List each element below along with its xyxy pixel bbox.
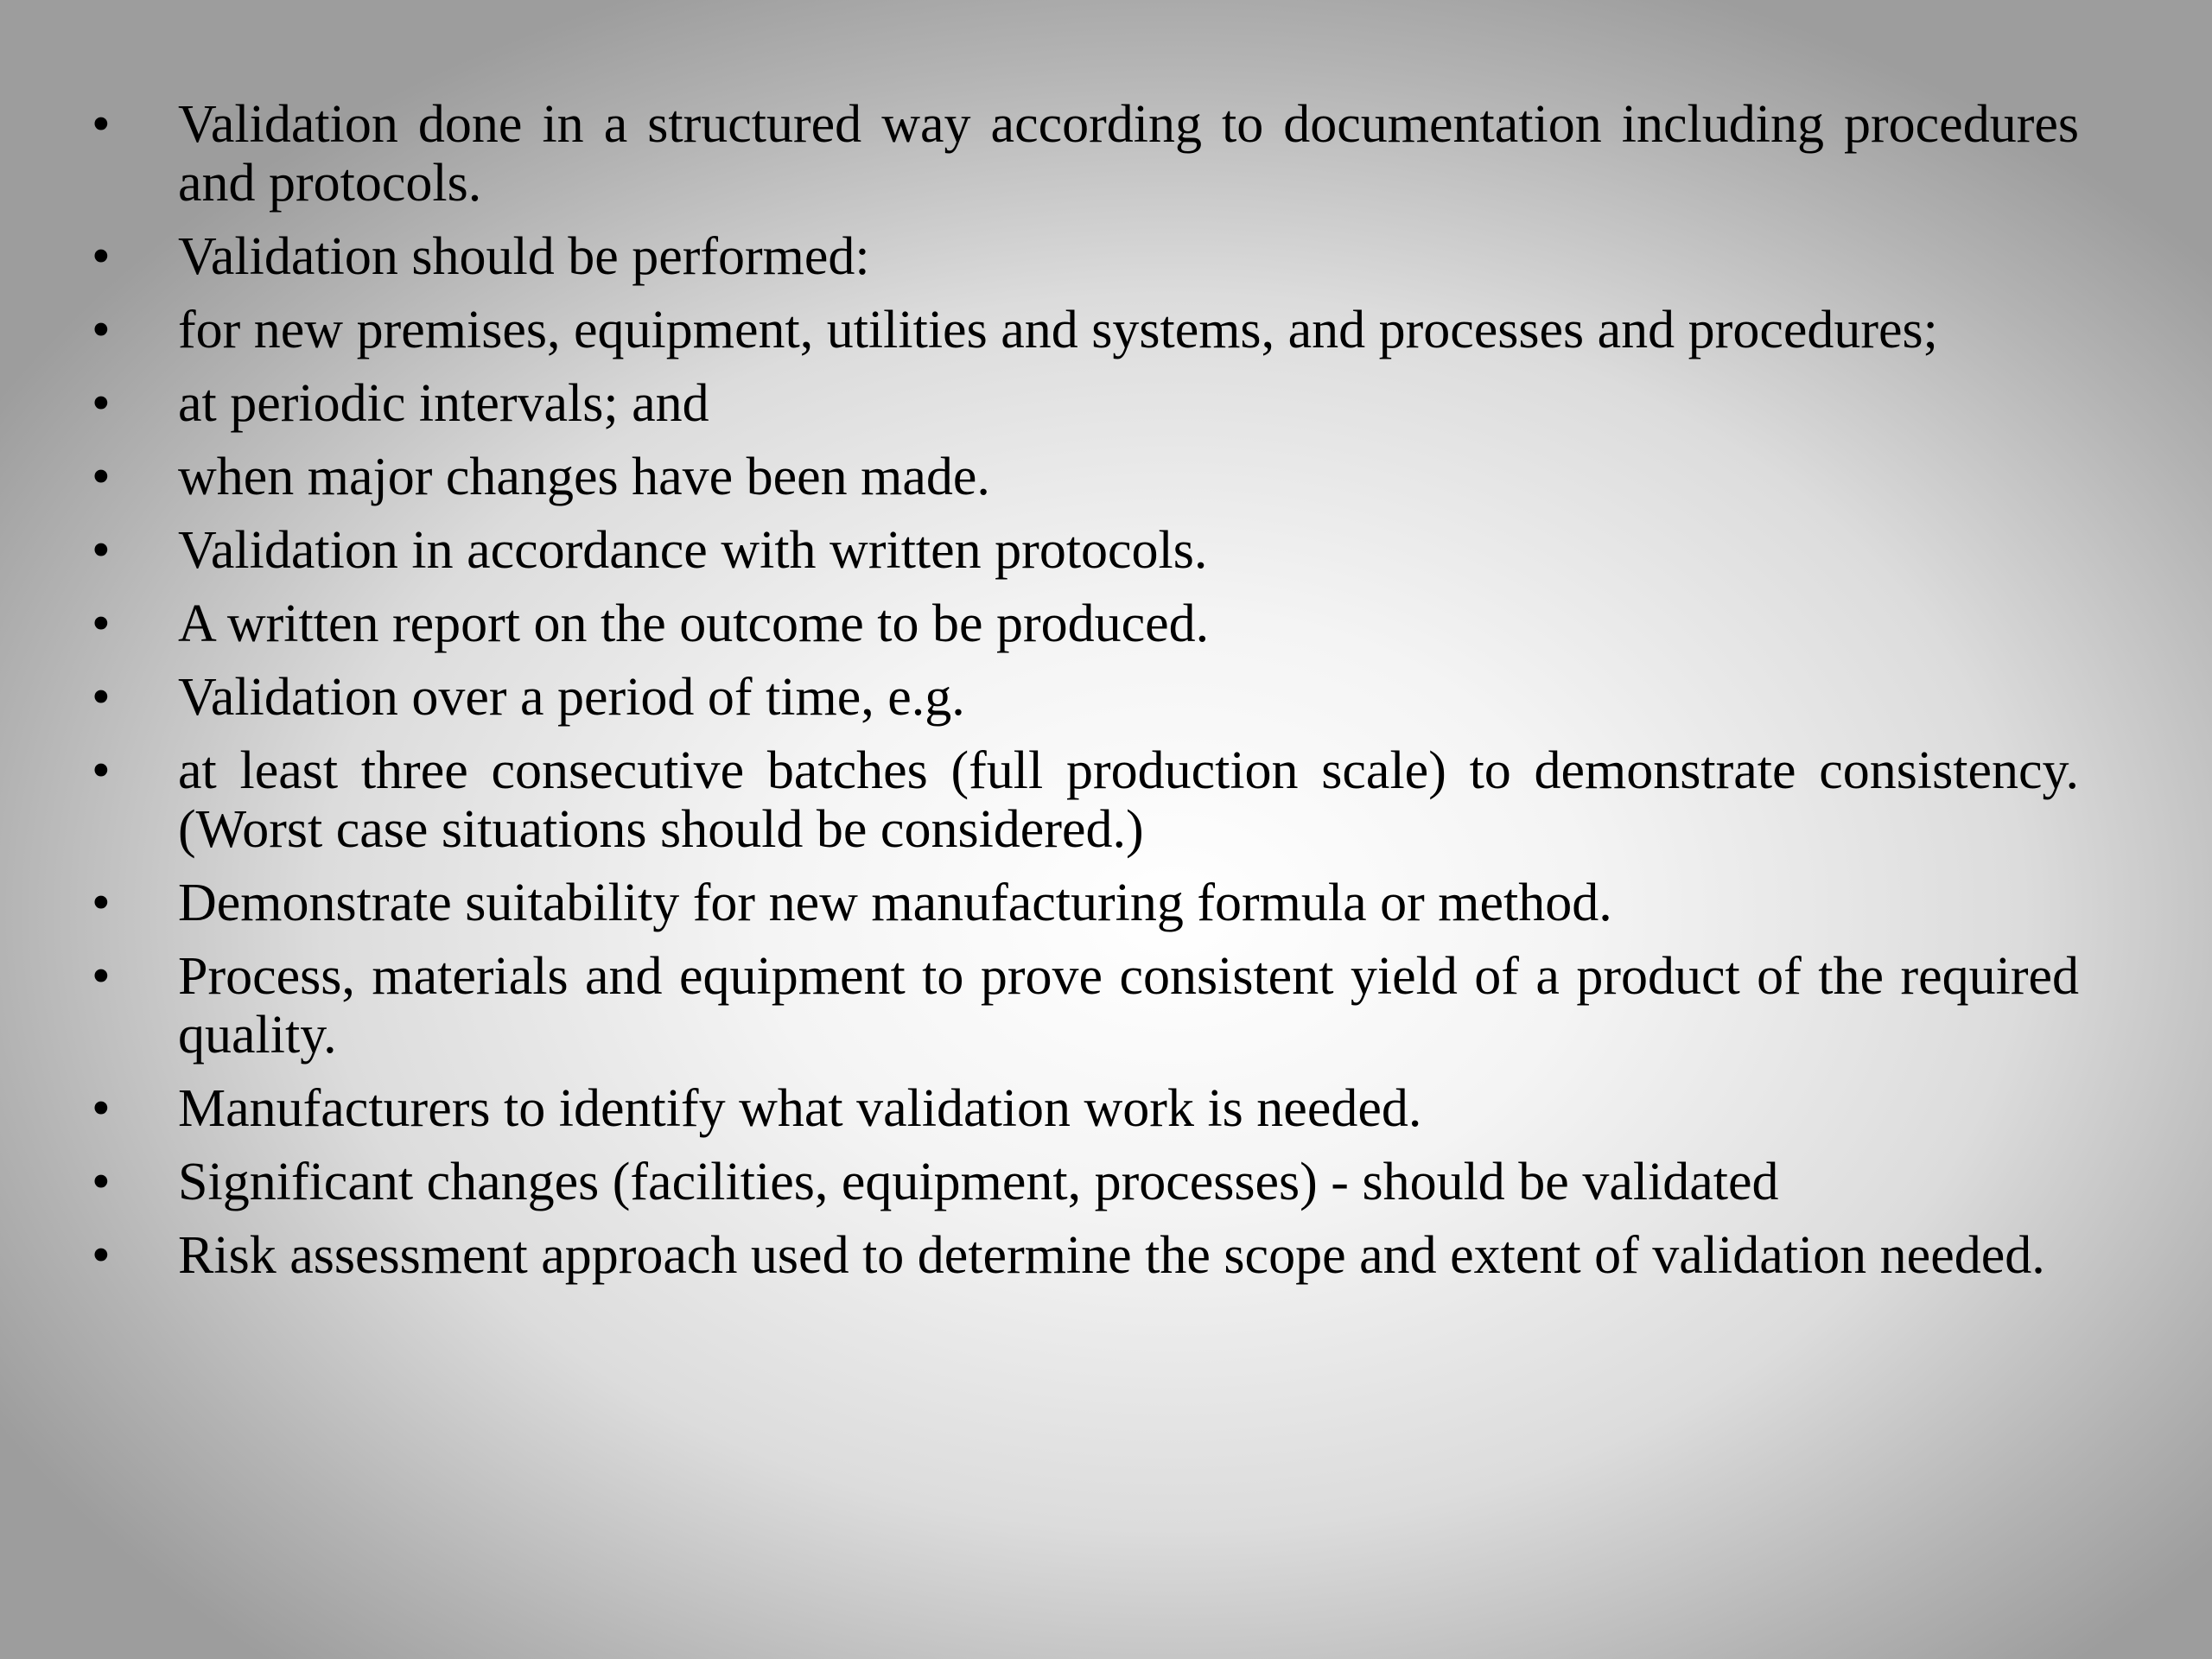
bullet-dot-icon: • — [92, 95, 111, 154]
list-item — [86, 227, 2079, 286]
list-item — [86, 947, 2079, 1065]
list-item — [86, 448, 2079, 506]
list-item — [86, 874, 2079, 932]
bullet-list — [86, 95, 2079, 1300]
list-item — [86, 668, 2079, 727]
bullet-dot-icon: • — [92, 741, 111, 800]
bullet-dot-icon: • — [92, 947, 111, 1006]
bullet-text: Validation should be performed: — [178, 227, 870, 286]
list-item — [86, 1153, 2079, 1211]
bullet-text: Validation done in a structured way according to documentation including procedures and protocols. — [178, 95, 2079, 213]
bullet-dot-icon: • — [92, 1226, 111, 1285]
list-item — [86, 741, 2079, 859]
bullet-text: Validation over a period of time, e.g. — [178, 668, 965, 727]
bullet-text: at least three consecutive batches (full production scale) to demonstrate consistency. (Worst case situations should be considered.) — [178, 741, 2079, 859]
bullet-dot-icon: • — [92, 668, 111, 727]
bullet-text: A written report on the outcome to be produced. — [178, 594, 1210, 653]
bullet-dot-icon: • — [92, 874, 111, 932]
bullet-text: when major changes have been made. — [178, 448, 990, 506]
bullet-dot-icon: • — [92, 521, 111, 580]
list-item — [86, 95, 2079, 213]
list-item — [86, 1079, 2079, 1138]
list-item — [86, 1226, 2079, 1285]
bullet-dot-icon: • — [92, 301, 111, 359]
bullet-dot-icon: • — [92, 1079, 111, 1138]
bullet-text: for new premises, equipment, utilities and systems, and processes and procedures; — [178, 301, 1938, 359]
bullet-text: at periodic intervals; and — [178, 374, 709, 433]
bullet-dot-icon: • — [92, 594, 111, 653]
bullet-dot-icon: • — [92, 448, 111, 506]
bullet-text: Validation in accordance with written protocols. — [178, 521, 1208, 580]
bullet-text: Manufacturers to identify what validation work is needed. — [178, 1079, 1422, 1138]
bullet-text: Significant changes (facilities, equipment, processes) - should be validated — [178, 1153, 1779, 1211]
bullet-text: Process, materials and equipment to prove consistent yield of a product of the required quality. — [178, 947, 2079, 1065]
list-item — [86, 301, 2079, 359]
bullet-text: Risk assessment approach used to determine the scope and extent of validation needed. — [178, 1226, 2045, 1285]
bullet-dot-icon: • — [92, 227, 111, 286]
bullet-dot-icon: • — [92, 1153, 111, 1211]
list-item — [86, 521, 2079, 580]
bullet-dot-icon: • — [92, 374, 111, 433]
list-item — [86, 594, 2079, 653]
list-item — [86, 374, 2079, 433]
bullet-text: Demonstrate suitability for new manufacturing formula or method. — [178, 874, 1612, 932]
